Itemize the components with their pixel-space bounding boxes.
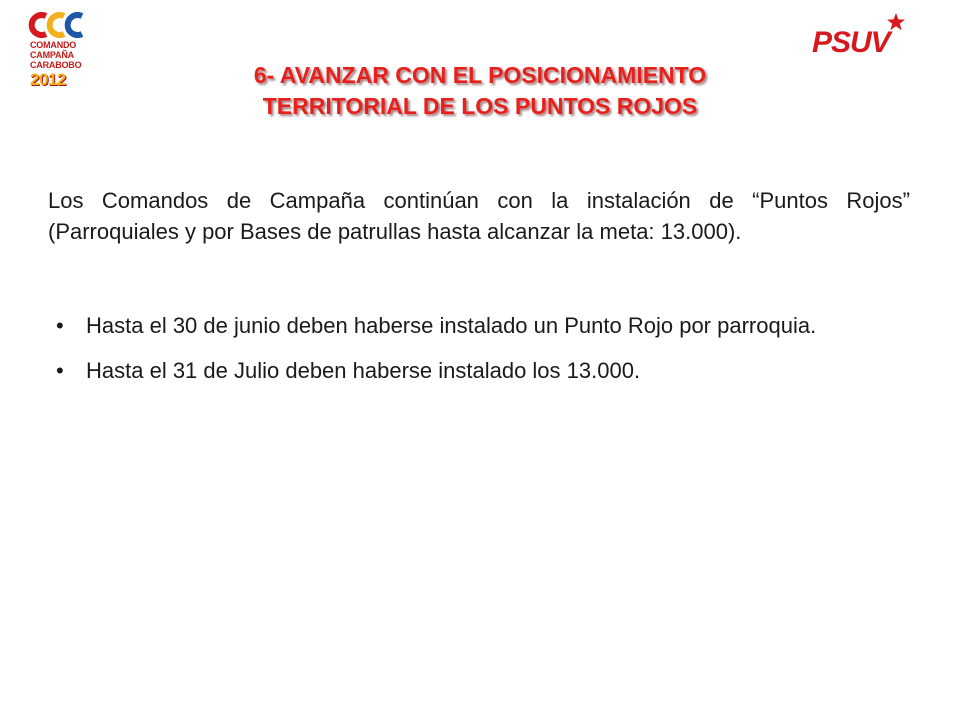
title-line-1: 6- AVANZAR CON EL POSICIONAMIENTO bbox=[253, 62, 707, 88]
title-line-2: TERRITORIAL DE LOS PUNTOS ROJOS bbox=[262, 93, 698, 119]
logo-line-carabobo: CARABOBO bbox=[30, 60, 82, 70]
bullet-marker: • bbox=[56, 358, 64, 383]
bullet-list bbox=[48, 310, 910, 400]
intro-paragraph: Los Comandos de Campaña continúan con la instalación de “Puntos Rojos” (Parroquiales y por Bases de patrullas hasta alcanzar la meta: 13.000). bbox=[48, 188, 910, 244]
logo-line-campana: CAMPAÑA bbox=[30, 50, 74, 60]
slide-title bbox=[100, 60, 860, 122]
bullet-item bbox=[48, 310, 910, 341]
comando-campana-logo bbox=[28, 12, 88, 92]
ccc-logo-icon bbox=[28, 12, 88, 38]
psuv-logo bbox=[810, 12, 930, 62]
bullet-marker: • bbox=[56, 313, 64, 338]
bullet-text: Hasta el 30 de junio deben haberse instalado un Punto Rojo por parroquia. bbox=[86, 313, 817, 338]
logo-year: 2012 bbox=[30, 70, 66, 89]
psuv-wordmark: PSUV bbox=[812, 26, 890, 59]
bullet-item bbox=[48, 355, 910, 386]
bullet-text: Hasta el 31 de Julio deben haberse instalado los 13.000. bbox=[86, 358, 641, 383]
logo-line-comando: COMANDO bbox=[30, 40, 77, 50]
